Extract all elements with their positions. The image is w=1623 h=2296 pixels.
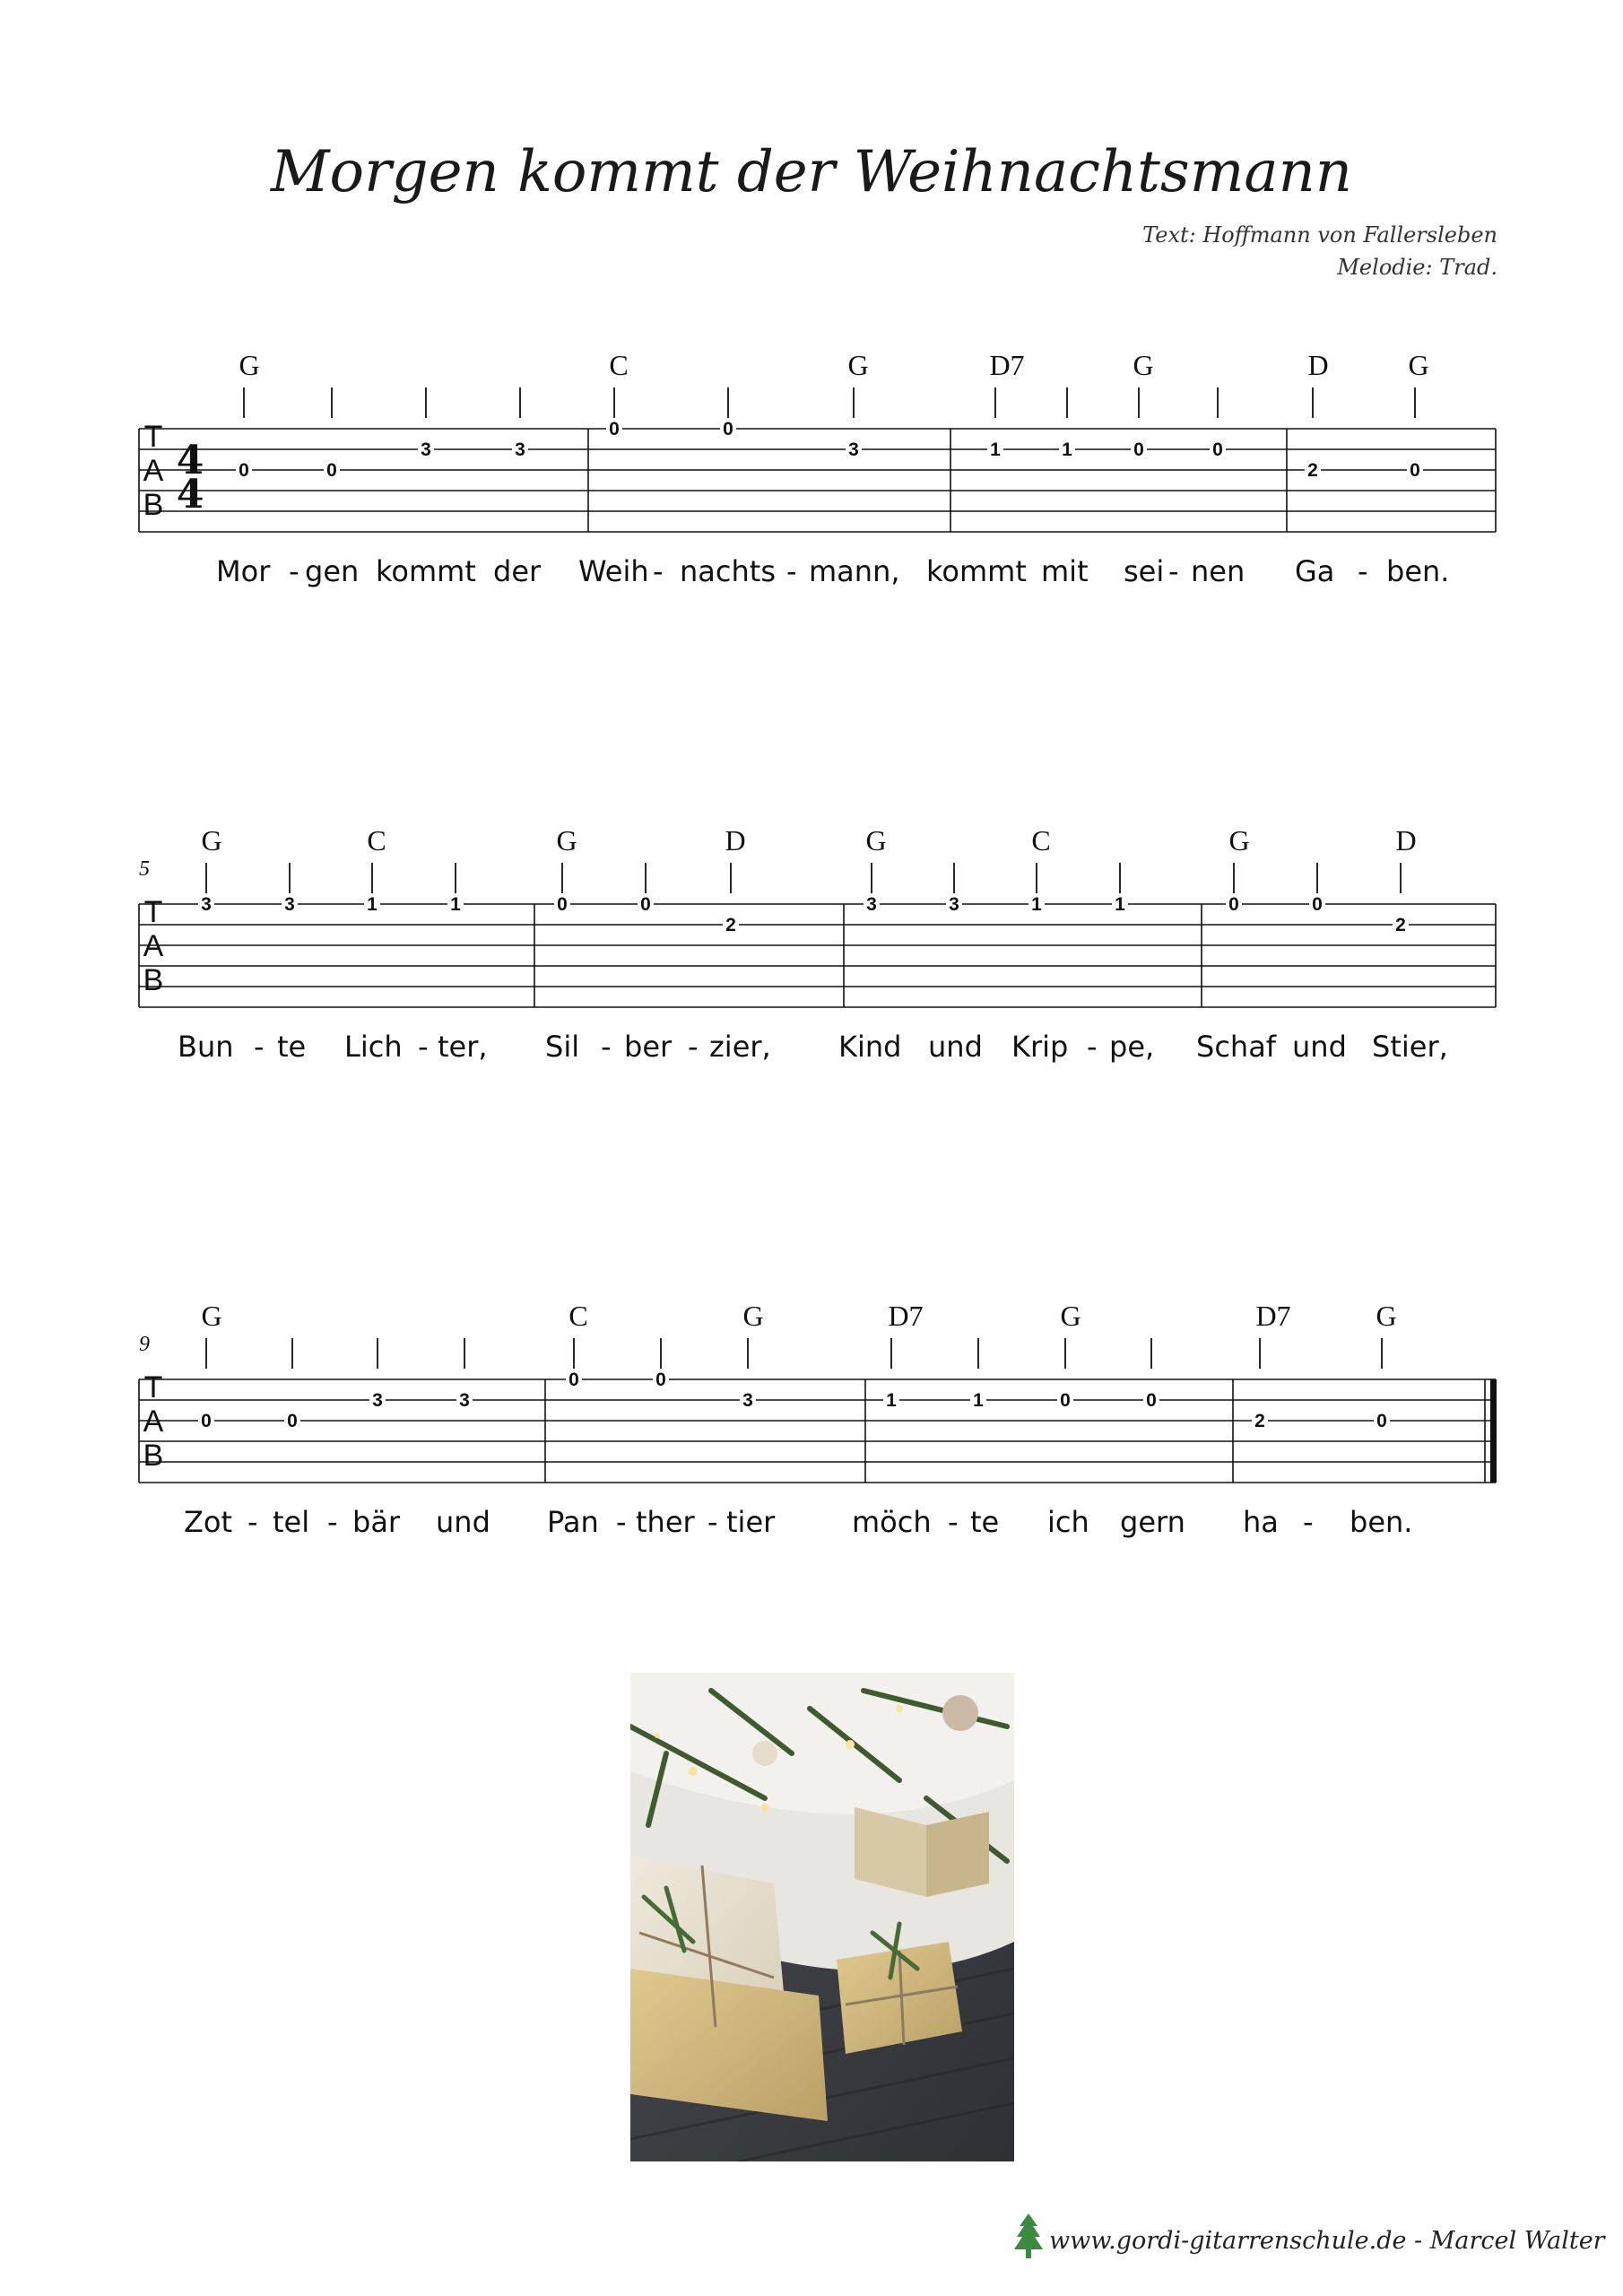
- fret-number: 1: [886, 1390, 897, 1411]
- tab-clef-letter: A: [143, 929, 164, 963]
- lyric-syllable: -: [289, 554, 299, 588]
- fret-number: 0: [287, 1411, 298, 1431]
- fret-number: 0: [201, 1411, 212, 1431]
- lyric-syllable: Krip: [1011, 1030, 1069, 1064]
- chord-symbol: C: [1031, 824, 1051, 857]
- lyric-syllable: ich: [1047, 1505, 1089, 1539]
- fret-number: 0: [640, 894, 651, 915]
- tab-system-3: [139, 1300, 1497, 1539]
- fret-number: 3: [866, 894, 877, 915]
- lyric-syllable: -: [948, 1505, 959, 1539]
- chord-symbol: G: [1133, 349, 1154, 381]
- tab-clef-letter: T: [143, 1370, 163, 1405]
- lyric-syllable: Pan: [547, 1505, 599, 1539]
- lyric-syllable: -: [707, 1505, 718, 1539]
- chord-symbol: D: [1395, 824, 1417, 857]
- text-credit: Text: Hoffmann von Fallersleben: [1142, 222, 1497, 248]
- lyric-syllable: gern: [1120, 1505, 1185, 1539]
- chord-symbol: D7: [1255, 1300, 1291, 1332]
- lyric-syllable: Lich: [344, 1030, 403, 1064]
- fret-number: 0: [239, 460, 249, 481]
- time-signature-top: 4: [176, 438, 204, 483]
- chord-symbol: D: [725, 824, 746, 857]
- tab-clef-letter: A: [143, 1405, 164, 1439]
- lyric-syllable: Ga: [1295, 554, 1335, 588]
- fret-number: 2: [1395, 915, 1406, 935]
- lyric-syllable: mit: [1041, 554, 1089, 588]
- measure-number: 5: [139, 857, 150, 881]
- chord-symbol: D7: [989, 349, 1025, 381]
- lyric-syllable: ber: [624, 1030, 673, 1064]
- tab-system-2: [139, 824, 1496, 1064]
- tab-system-1: [139, 349, 1496, 588]
- fret-number: 3: [848, 439, 859, 460]
- final-barline-thick: [1490, 1379, 1497, 1483]
- lyric-syllable: Schaf: [1196, 1030, 1277, 1064]
- fret-number: 0: [1060, 1390, 1071, 1411]
- lyric-syllable: Weih: [578, 554, 649, 588]
- tree-icon: [1013, 2213, 1044, 2260]
- tab-clef-letter: T: [143, 895, 163, 929]
- lyric-syllable: Mor: [216, 554, 271, 588]
- lyric-syllable: nachts: [680, 554, 776, 588]
- lyric-syllable: möch: [852, 1505, 932, 1539]
- lyric-syllable: -: [1168, 554, 1179, 588]
- fret-number: 0: [568, 1370, 579, 1390]
- footer-credit: www.gordi-gitarrenschule.de - Marcel Walter: [1049, 2227, 1605, 2255]
- fret-number: 2: [725, 915, 736, 935]
- lyric-syllable: te: [970, 1505, 1000, 1539]
- fret-number: 1: [450, 894, 461, 915]
- tab-clef-letter: B: [143, 1439, 164, 1473]
- fret-number: 0: [609, 419, 620, 439]
- fret-number: 3: [284, 894, 295, 915]
- chord-symbol: D7: [888, 1300, 924, 1332]
- tab-clef-letter: B: [143, 488, 164, 522]
- fret-number: 0: [1212, 439, 1223, 460]
- lyric-syllable: -: [418, 1030, 429, 1064]
- lyric-syllable: mann,: [809, 554, 900, 588]
- lyric-syllable: ben.: [1386, 554, 1450, 588]
- song-title: Morgen kommt der Weihnachtsmann: [271, 139, 1352, 205]
- fret-number: 1: [1062, 439, 1072, 460]
- lyric-syllable: bär: [352, 1505, 401, 1539]
- lyric-syllable: und: [1292, 1030, 1347, 1064]
- lyric-syllable: -: [1087, 1030, 1098, 1064]
- lyric-syllable: ter,: [438, 1030, 488, 1064]
- lyric-syllable: kommt: [926, 554, 1027, 588]
- lyric-syllable: -: [601, 1030, 612, 1064]
- lyric-syllable: te: [277, 1030, 307, 1064]
- fret-number: 3: [949, 894, 959, 915]
- lyric-syllable: der: [493, 554, 542, 588]
- chord-symbol: C: [568, 1300, 588, 1332]
- fret-number: 3: [459, 1390, 470, 1411]
- chord-symbol: G: [1228, 824, 1250, 857]
- fret-number: 0: [655, 1370, 666, 1390]
- fret-number: 1: [367, 894, 378, 915]
- lyric-syllable: -: [688, 1030, 699, 1064]
- chord-symbol: G: [1376, 1300, 1397, 1332]
- fret-number: 0: [557, 894, 568, 915]
- fret-number: 0: [1228, 894, 1239, 915]
- fret-number: 0: [1410, 460, 1420, 481]
- chord-symbol: G: [865, 824, 887, 857]
- lyric-syllable: -: [786, 554, 797, 588]
- lyric-syllable: -: [254, 1030, 265, 1064]
- lyric-syllable: kommt: [376, 554, 476, 588]
- chord-symbol: G: [847, 349, 869, 381]
- lyric-syllable: tel: [273, 1505, 310, 1539]
- chord-symbol: G: [201, 824, 222, 857]
- tab-clef-letter: B: [143, 963, 164, 997]
- lyric-syllable: Sil: [545, 1030, 580, 1064]
- lyric-syllable: gen: [305, 554, 360, 588]
- fret-number: 1: [1031, 894, 1042, 915]
- fret-number: 1: [973, 1390, 984, 1411]
- melody-credit: Melodie: Trad.: [1337, 255, 1497, 280]
- lyric-syllable: tier: [726, 1505, 776, 1539]
- chord-symbol: G: [239, 349, 260, 381]
- fret-number: 3: [742, 1390, 753, 1411]
- tab-clef-letter: T: [143, 420, 163, 454]
- chord-symbol: G: [742, 1300, 764, 1332]
- fret-number: 1: [990, 439, 1001, 460]
- lyric-syllable: Zot: [184, 1505, 233, 1539]
- lyric-syllable: Stier,: [1372, 1030, 1448, 1064]
- lyric-syllable: sei: [1124, 554, 1165, 588]
- chord-symbol: G: [1060, 1300, 1081, 1332]
- fret-number: 0: [1312, 894, 1323, 915]
- lyric-syllable: -: [1303, 1505, 1314, 1539]
- fret-number: 0: [1376, 1411, 1387, 1431]
- fret-number: 3: [372, 1390, 383, 1411]
- fret-number: 2: [1254, 1411, 1265, 1431]
- measure-number: 9: [139, 1333, 150, 1356]
- christmas-presents-photo: [630, 1673, 1014, 2161]
- lyric-syllable: -: [1358, 554, 1368, 588]
- chord-symbol: C: [367, 824, 386, 857]
- fret-number: 3: [515, 439, 525, 460]
- fret-number: 3: [201, 894, 212, 915]
- lyric-syllable: und: [928, 1030, 983, 1064]
- tab-clef-letter: A: [143, 454, 164, 488]
- lyric-syllable: ha: [1243, 1505, 1279, 1539]
- lyric-syllable: ben.: [1350, 1505, 1413, 1539]
- time-signature-bottom: 4: [176, 472, 204, 517]
- fret-number: 0: [1146, 1390, 1157, 1411]
- chord-symbol: G: [556, 824, 577, 857]
- lyric-syllable: Kind: [838, 1030, 902, 1064]
- lyric-syllable: zier,: [709, 1030, 771, 1064]
- fret-number: 0: [723, 419, 733, 439]
- lyric-syllable: ther: [636, 1505, 695, 1539]
- chord-symbol: C: [609, 349, 629, 381]
- lyric-syllable: nen: [1191, 554, 1245, 588]
- fret-number: 0: [1133, 439, 1144, 460]
- chord-symbol: G: [1408, 349, 1429, 381]
- fret-number: 3: [421, 439, 431, 460]
- lyric-syllable: -: [327, 1505, 338, 1539]
- fret-number: 0: [326, 460, 337, 481]
- chord-symbol: G: [201, 1300, 222, 1332]
- lyric-syllable: -: [653, 554, 664, 588]
- fret-number: 2: [1307, 460, 1318, 481]
- lyric-syllable: -: [247, 1505, 258, 1539]
- chord-symbol: D: [1307, 349, 1329, 381]
- lyric-syllable: pe,: [1109, 1030, 1155, 1064]
- fret-number: 1: [1115, 894, 1125, 915]
- lyric-syllable: und: [436, 1505, 490, 1539]
- lyric-syllable: Bun: [178, 1030, 234, 1064]
- lyric-syllable: -: [616, 1505, 627, 1539]
